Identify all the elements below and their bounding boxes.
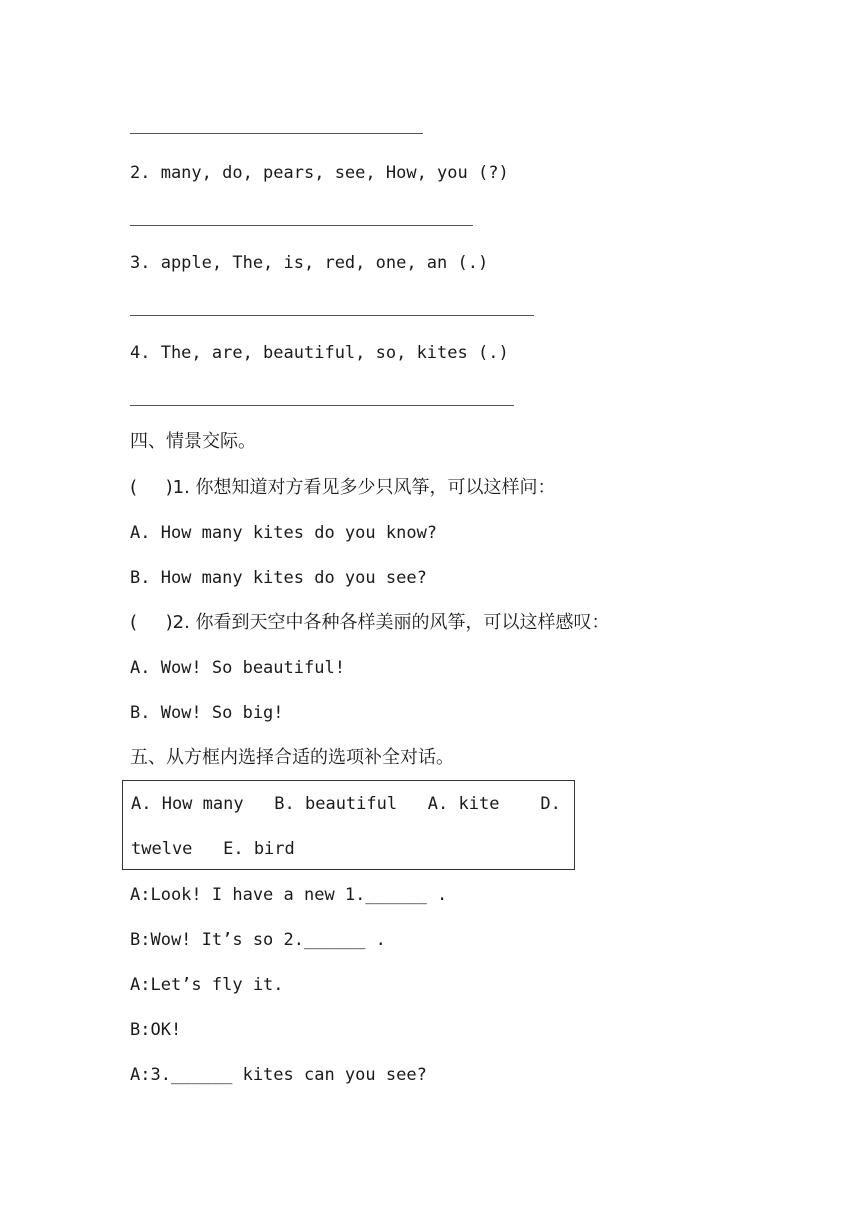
option-2-a: A. Wow! So beautiful! [130,658,345,678]
section-5-heading: 五、从方框内选择合适的选项补全对话。 [130,747,454,768]
answer-line-q2[interactable] [130,225,473,226]
dialogue-line-3: A:Let’s fly it. [130,975,284,995]
word-bank-line-1: A. How many B. beautiful A. kite D. [131,794,561,814]
dialogue-line-4: B:OK! [130,1020,182,1040]
answer-line-q1[interactable] [130,133,423,134]
word-bank-line-2: twelve E. bird [131,839,295,859]
word-bank-box [122,780,575,870]
question-4: 4. The, are, beautiful, so, kites (.) [130,343,509,363]
option-2-b: B. Wow! So big! [130,703,284,723]
option-1-b: B. How many kites do you see? [130,568,427,588]
dialogue-line-5: A:3.______ kites can you see? [130,1065,427,1085]
dialogue-line-2: B:Wow! It’s so 2.______ . [130,930,386,950]
answer-line-q3[interactable] [130,315,534,316]
situation-question-1: ( )1. 你想知道对方看见多少只风筝，可以这样问： [130,477,556,498]
question-2: 2. many, do, pears, see, How, you (?) [130,163,509,183]
dialogue-line-1: A:Look! I have a new 1.______ . [130,885,448,905]
section-4-heading: 四、情景交际。 [130,431,256,452]
question-3: 3. apple, The, is, red, one, an (.) [130,253,489,273]
answer-line-q4[interactable] [130,405,514,406]
option-1-a: A. How many kites do you know? [130,523,438,543]
situation-question-2: ( )2. 你看到天空中各种各样美丽的风筝，可以这样感叹： [130,612,610,633]
